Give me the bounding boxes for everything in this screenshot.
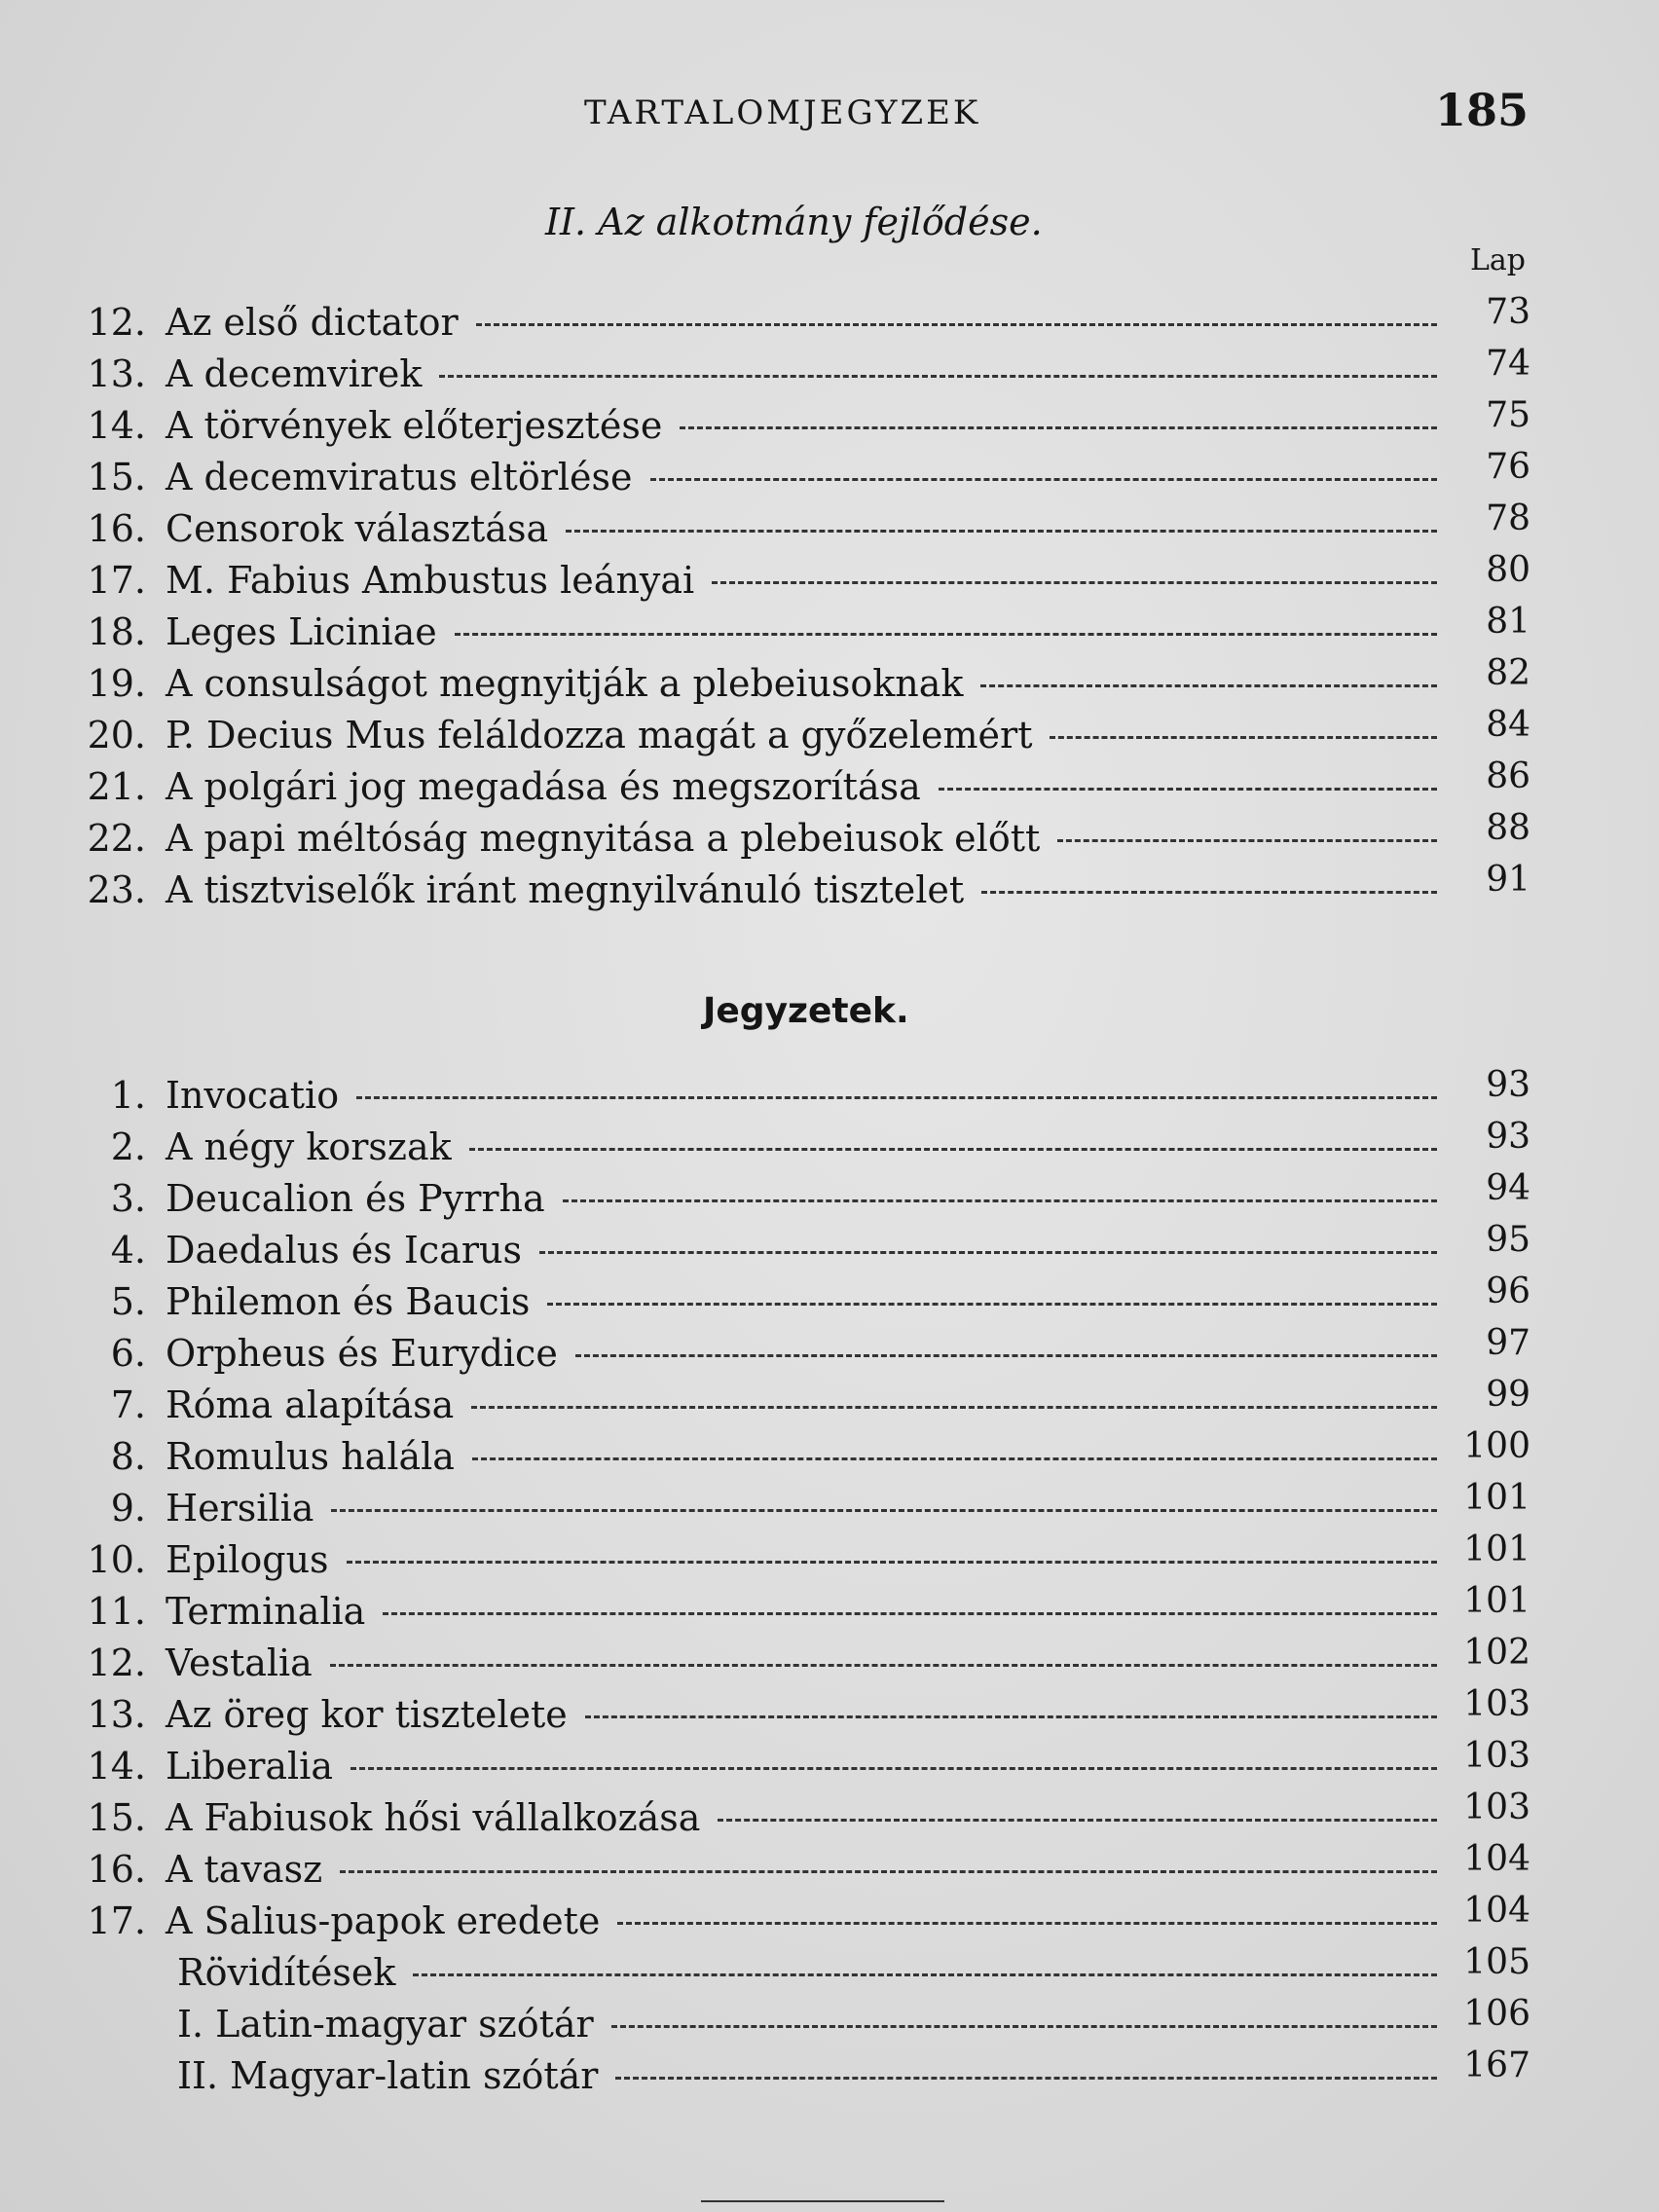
toc-entry-title: A decemvirek — [166, 352, 423, 395]
toc-entry-number: 1. — [110, 1074, 146, 1117]
toc-entry-page: 88 — [1486, 808, 1530, 848]
toc-entry-page: 101 — [1463, 1530, 1530, 1569]
toc-entry-page: 100 — [1463, 1426, 1530, 1466]
toc-entry-page: 97 — [1486, 1323, 1530, 1363]
dot-leader — [980, 684, 1437, 687]
toc-entry — [0, 1839, 1659, 1894]
toc-entry-title: M. Fabius Ambustus leányai — [166, 559, 695, 602]
page-number: 185 — [1435, 84, 1530, 136]
toc-entry-page: 73 — [1486, 292, 1530, 332]
dot-leader — [718, 1819, 1437, 1822]
dot-leader — [939, 788, 1437, 791]
dot-leader — [566, 530, 1437, 533]
toc-entry — [0, 292, 1659, 347]
notes-title: Jegyzetek. — [703, 991, 909, 1031]
toc-entry-number: 22. — [87, 817, 146, 860]
toc-entry — [0, 1684, 1659, 1739]
toc-entry-page: 81 — [1486, 602, 1530, 642]
dot-leader — [611, 2025, 1437, 2028]
toc-entry-title: A polgári jog megadása és megszorítása — [166, 765, 921, 808]
toc-entry — [0, 1220, 1659, 1274]
toc-entry — [0, 1272, 1659, 1326]
toc-entry — [0, 602, 1659, 656]
toc-entry-page: 84 — [1486, 705, 1530, 745]
toc-entry-page: 103 — [1463, 1684, 1530, 1724]
dot-leader — [680, 426, 1437, 429]
section-title: II. Az alkotmány fejlődése. — [545, 201, 1043, 243]
toc-entry — [0, 705, 1659, 759]
toc-entry-number: 21. — [87, 765, 146, 808]
toc-entry-title: I. Latin-magyar szótár — [177, 2003, 594, 2046]
toc-entry-title: A tavasz — [166, 1848, 323, 1891]
toc-entry-title: A négy korszak — [166, 1125, 452, 1168]
toc-entry — [0, 498, 1659, 553]
toc-entry-number: 17. — [87, 559, 146, 602]
toc-entry-number: 16. — [87, 1848, 146, 1891]
toc-entry — [0, 1788, 1659, 1842]
toc-entry-number: 23. — [87, 868, 146, 911]
dot-leader — [539, 1251, 1437, 1254]
toc-entry-page: 74 — [1486, 344, 1530, 384]
toc-entry-page: 167 — [1463, 2046, 1530, 2085]
toc-entry-page: 75 — [1486, 395, 1530, 435]
toc-entry-title: A Salius-papok eredete — [166, 1899, 601, 1942]
toc-entry — [0, 1942, 1659, 1997]
toc-entry-title: A decemviratus eltörlése — [166, 456, 633, 498]
toc-entry — [0, 447, 1659, 501]
toc-entry-title: Liberalia — [166, 1745, 333, 1788]
toc-entry-title: A tisztviselők iránt megnyilvánuló tisztelet — [166, 868, 965, 911]
toc-entry-number: 15. — [87, 1796, 146, 1839]
toc-entry-number: 16. — [87, 507, 146, 550]
toc-entry-title: Invocatio — [166, 1074, 340, 1117]
toc-entry-title: Hersilia — [166, 1487, 314, 1530]
toc-entry-title: Leges Liciniae — [166, 610, 437, 653]
toc-entry-number: 6. — [110, 1332, 146, 1375]
toc-entry-number: 12. — [87, 1641, 146, 1684]
toc-entry-page: 106 — [1463, 1994, 1530, 2034]
toc-entry-number: 19. — [87, 662, 146, 705]
dot-leader — [383, 1612, 1437, 1615]
toc-entry-number: 17. — [87, 1899, 146, 1942]
dot-leader — [439, 375, 1437, 378]
toc-entry-page: 101 — [1463, 1478, 1530, 1518]
toc-entry — [0, 1426, 1659, 1481]
toc-entry-page: 86 — [1486, 756, 1530, 796]
toc-entry-title: Terminalia — [166, 1590, 366, 1633]
toc-entry-number: 12. — [87, 301, 146, 344]
toc-entry-page: 99 — [1486, 1375, 1530, 1415]
toc-entry-title: Daedalus és Icarus — [166, 1229, 522, 1272]
toc-entry-number: 11. — [87, 1590, 146, 1633]
toc-entry — [0, 1994, 1659, 2048]
toc-entry-page: 95 — [1486, 1220, 1530, 1260]
toc-entry-page: 103 — [1463, 1736, 1530, 1776]
toc-entry-title: Epilogus — [166, 1538, 329, 1581]
toc-entry — [0, 344, 1659, 398]
dot-leader — [615, 2077, 1437, 2080]
toc-entry — [0, 1168, 1659, 1223]
toc-entry-number: 3. — [110, 1177, 146, 1220]
dot-leader — [356, 1096, 1437, 1099]
toc-entry — [0, 1633, 1659, 1687]
toc-entry — [0, 1065, 1659, 1120]
toc-entry-title: Vestalia — [166, 1641, 313, 1684]
dot-leader — [331, 1509, 1437, 1512]
dot-leader — [471, 1406, 1437, 1409]
toc-entry-title: A consulságot megnyitják a plebeiusoknak — [166, 662, 964, 705]
dot-leader — [712, 581, 1437, 584]
dot-leader — [650, 478, 1437, 481]
dot-leader — [347, 1561, 1437, 1564]
toc-entry-number: 13. — [87, 352, 146, 395]
toc-entry-page: 105 — [1463, 1942, 1530, 1982]
toc-entry-title: Rövidítések — [177, 1951, 396, 1994]
toc-entry-page: 76 — [1486, 447, 1530, 487]
toc-entry-page: 93 — [1486, 1065, 1530, 1105]
toc-entry — [0, 1323, 1659, 1378]
toc-entry-title: Romulus halála — [166, 1435, 455, 1478]
toc-entry — [0, 1736, 1659, 1790]
toc-entry — [0, 1530, 1659, 1584]
dot-leader — [585, 1715, 1437, 1718]
toc-entry-number: 4. — [110, 1229, 146, 1272]
toc-entry-title: A papi méltóság megnyitása a plebeiusok előtt — [166, 817, 1041, 860]
toc-entry — [0, 2046, 1659, 2100]
toc-entry-number: 2. — [110, 1125, 146, 1168]
toc-entry — [0, 1581, 1659, 1636]
toc-entry-title: A Fabiusok hősi vállalkozása — [166, 1796, 701, 1839]
toc-entry-page: 103 — [1463, 1788, 1530, 1827]
bottom-rule — [701, 2200, 944, 2202]
toc-entry-page: 102 — [1463, 1633, 1530, 1673]
page-column-label: Lap — [1470, 243, 1527, 277]
dot-leader — [469, 1148, 1437, 1151]
toc-entry-page: 94 — [1486, 1168, 1530, 1208]
dot-leader — [340, 1870, 1437, 1873]
toc-entry — [0, 1375, 1659, 1429]
toc-entry-number: 5. — [110, 1280, 146, 1323]
dot-leader — [350, 1767, 1437, 1770]
toc-entry-number: 18. — [87, 610, 146, 653]
toc-entry-page: 91 — [1486, 860, 1530, 900]
toc-entry-number: 14. — [87, 1745, 146, 1788]
dot-leader — [413, 1973, 1437, 1976]
dot-leader — [455, 633, 1437, 636]
toc-entry-page: 80 — [1486, 550, 1530, 590]
toc-entry-title: Róma alapítása — [166, 1383, 455, 1426]
toc-entry-title: Deucalion és Pyrrha — [166, 1177, 545, 1220]
toc-entry-number: 7. — [110, 1383, 146, 1426]
toc-entry-page: 93 — [1486, 1117, 1530, 1157]
dot-leader — [330, 1664, 1437, 1667]
toc-entry-number: 8. — [110, 1435, 146, 1478]
toc-entry-title: Censorok választása — [166, 507, 549, 550]
toc-entry-title: II. Magyar-latin szótár — [177, 2054, 599, 2097]
toc-entry-page: 101 — [1463, 1581, 1530, 1621]
toc-entry-page: 78 — [1486, 498, 1530, 538]
toc-entry-title: Philemon és Baucis — [166, 1280, 531, 1323]
toc-entry — [0, 1478, 1659, 1532]
dot-leader — [575, 1354, 1437, 1357]
toc-entry-number: 10. — [87, 1538, 146, 1581]
toc-entry — [0, 395, 1659, 450]
toc-entry — [0, 860, 1659, 914]
dot-leader — [617, 1922, 1437, 1925]
toc-entry-title: A törvények előterjesztése — [166, 404, 663, 447]
toc-entry-title: P. Decius Mus feláldozza magát a győzelemért — [166, 714, 1033, 756]
dot-leader — [1057, 839, 1437, 842]
toc-entry-page: 96 — [1486, 1272, 1530, 1311]
toc-entry-number: 14. — [87, 404, 146, 447]
toc-entry-number: 13. — [87, 1693, 146, 1736]
dot-leader — [547, 1303, 1437, 1306]
toc-entry-number: 20. — [87, 714, 146, 756]
running-title: TARTALOMJEGYZEK — [584, 93, 981, 132]
toc-entry-page: 104 — [1463, 1891, 1530, 1931]
dot-leader — [472, 1457, 1437, 1460]
toc-entry — [0, 756, 1659, 811]
dot-leader — [1050, 736, 1437, 739]
toc-entry-title: Az első dictator — [166, 301, 459, 344]
dot-leader — [563, 1199, 1437, 1202]
toc-entry — [0, 653, 1659, 708]
toc-entry-page: 82 — [1486, 653, 1530, 693]
toc-entry — [0, 1117, 1659, 1171]
toc-entry-title: Orpheus és Eurydice — [166, 1332, 558, 1375]
toc-entry — [0, 1891, 1659, 1945]
toc-entry-number: 9. — [110, 1487, 146, 1530]
toc-entry-number: 15. — [87, 456, 146, 498]
dot-leader — [476, 323, 1437, 326]
toc-entry-page: 104 — [1463, 1839, 1530, 1879]
toc-entry — [0, 808, 1659, 863]
toc-entry — [0, 550, 1659, 605]
toc-entry-title: Az öreg kor tisztelete — [166, 1693, 568, 1736]
dot-leader — [981, 891, 1437, 894]
